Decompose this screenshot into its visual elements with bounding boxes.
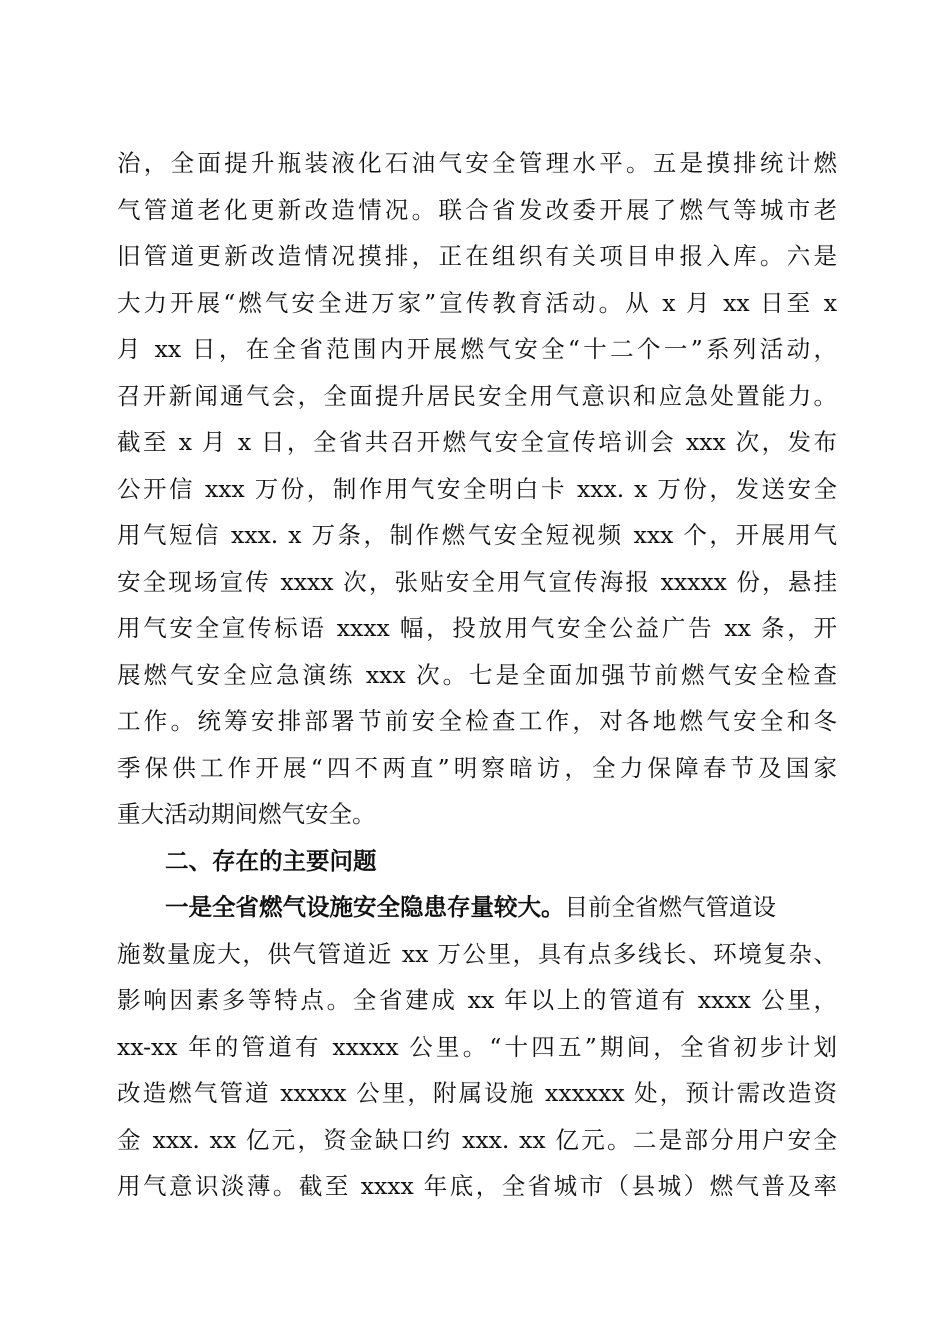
paragraph-lead: 一是全省燃气设施安全隐患存量较大。 bbox=[165, 893, 565, 921]
text-line: 气管道老化更新改造情况。联合省发改委开展了燃气等城市老 bbox=[117, 195, 837, 224]
text-line: 季保供工作开展“四不两直”明察暗访，全力保障春节及国家 bbox=[117, 753, 837, 782]
text-line: 改造燃气管道 xxxxx 公里，附属设施 xxxxxx 处，预计需改造资 bbox=[117, 1079, 837, 1107]
text-line: 用气安全宣传标语 xxxx 幅，投放用气安全公益广告 xx 条，开 bbox=[117, 614, 837, 642]
text-line: 施数量庞大，供气管道近 xx 万公里，具有点多线长、环境复杂、 bbox=[117, 939, 837, 968]
text-line: 召开新闻通气会，全面提升居民安全用气意识和应急处置能力。 bbox=[117, 381, 837, 410]
paragraph-1 bbox=[117, 140, 837, 838]
text-line: 用气短信 xxx. x 万条，制作燃气安全短视频 xxx 个，开展用气 bbox=[117, 521, 837, 549]
text-line: 工作。统筹安排部署节前安全检查工作，对各地燃气安全和冬 bbox=[117, 707, 837, 735]
text-line: xx-xx 年的管道有 xxxxx 公里。“十四五”期间，全省初步计划 bbox=[117, 1032, 837, 1061]
text-line: 截至 x 月 x 日，全省共召开燃气安全宣传培训会 xxx 次，发布 bbox=[117, 428, 837, 456]
document-body bbox=[117, 140, 837, 1210]
text-line-rest: 目前全省燃气管道设 bbox=[564, 893, 776, 921]
text-line: 安全现场宣传 xxxx 次，张贴安全用气宣传海报 xxxxx 份，悬挂 bbox=[117, 567, 837, 596]
text-line: 旧管道更新改造情况摸排，正在组织有关项目申报入库。六是 bbox=[117, 242, 837, 270]
text-line: 影响因素多等特点。全省建成 xx 年以上的管道有 xxxx 公里， bbox=[117, 986, 837, 1014]
text-line: 展燃气安全应急演练 xxx 次。七是全面加强节前燃气安全检查 bbox=[117, 660, 837, 689]
paragraph-2 bbox=[117, 884, 837, 1210]
text-line: 大力开展“燃气安全进万家”宣传教育活动。从 x 月 xx 日至 x bbox=[117, 288, 837, 317]
text-line: 月 xx 日，在全省范围内开展燃气安全“十二个一”系列活动， bbox=[117, 335, 837, 363]
text-line: 用气意识淡薄。截至 xxxx 年底，全省城市（县城）燃气普及率 bbox=[117, 1172, 837, 1200]
text-line: 金 xxx. xx 亿元，资金缺口约 xxx. xx 亿元。二是部分用户安全 bbox=[117, 1125, 837, 1154]
section-heading: 二、存在的主要问题 bbox=[165, 846, 377, 875]
text-line: 重大活动期间燃气安全。 bbox=[117, 800, 376, 828]
text-line: 治，全面提升瓶装液化石油气安全管理水平。五是摸排统计燃 bbox=[117, 149, 837, 177]
text-line: 公开信 xxx 万份，制作用气安全明白卡 xxx. x 万份，发送安全 bbox=[117, 474, 837, 503]
text-line-first bbox=[117, 884, 837, 931]
